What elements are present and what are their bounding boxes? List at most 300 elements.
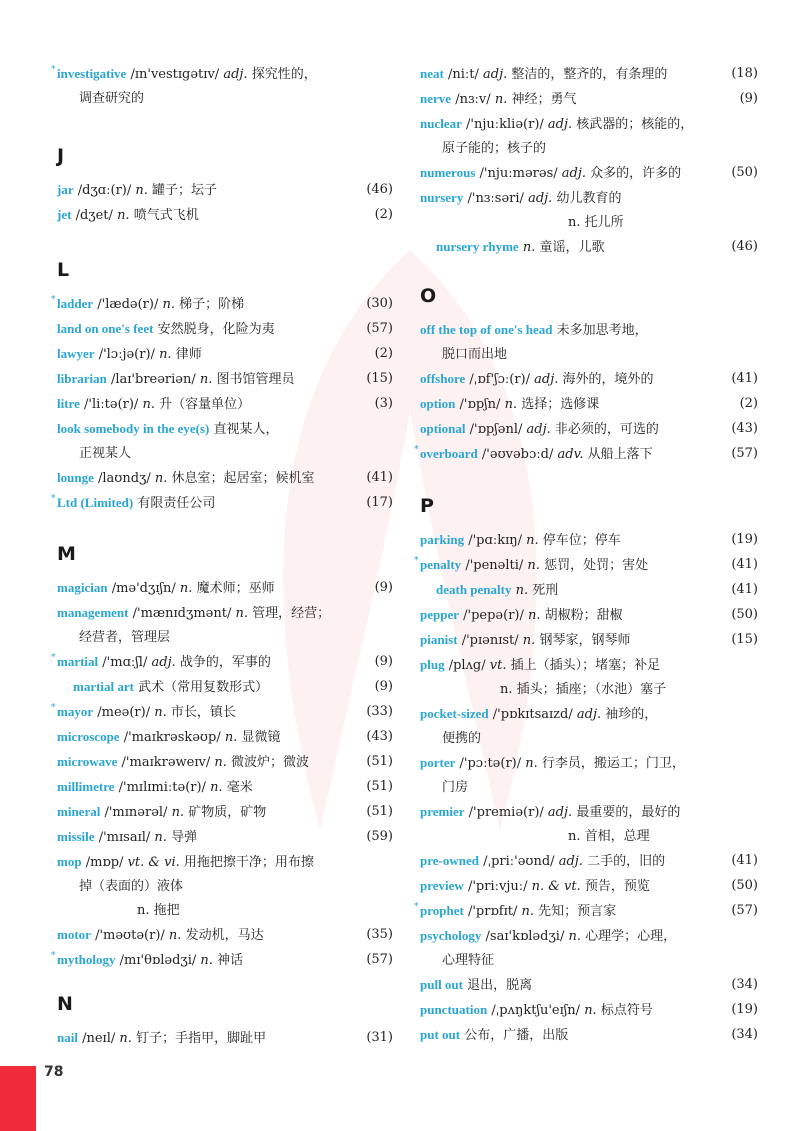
definition: 二手的，旧的 — [587, 854, 666, 869]
part-of-speech: n. — [200, 953, 213, 968]
page-reference: (17) — [366, 495, 393, 510]
part-of-speech: adj. — [558, 854, 583, 869]
part-of-speech: n. — [119, 1031, 132, 1046]
headword: preview — [420, 878, 464, 893]
definition: 停车位；停车 — [542, 533, 621, 548]
definition: 公布，广播，出版 — [464, 1028, 569, 1043]
headword: magician — [57, 580, 108, 595]
glossary-entry — [420, 161, 758, 186]
page-reference: (19) — [731, 532, 758, 547]
definition-continued: 原子能的；核子的 — [442, 141, 547, 156]
page-reference: (3) — [374, 396, 393, 411]
part-of-speech: n. — [168, 928, 182, 943]
page-reference: (46) — [366, 182, 393, 197]
definition: 退出，脱离 — [467, 978, 533, 993]
definition: 袖珍的， — [605, 707, 658, 722]
part-of-speech: adj. — [223, 67, 248, 82]
definition: 钉子；手指甲，脚趾甲 — [136, 1031, 267, 1046]
part-of-speech: n. — [528, 608, 541, 623]
part-of-speech: n. — [210, 780, 223, 795]
part-of-speech: n. — [154, 471, 168, 486]
key-word-marker: * — [414, 556, 419, 566]
glossary-entry — [51, 292, 393, 317]
part-of-speech: adv. — [557, 447, 584, 462]
definition: 从船上落下 — [587, 447, 653, 462]
page-reference: (57) — [731, 446, 758, 461]
headword: option — [420, 396, 456, 411]
headword: nuclear — [420, 116, 462, 131]
page-reference: (31) — [366, 1030, 393, 1045]
part-of-speech: n. — [159, 347, 172, 362]
page-reference: (9) — [374, 580, 393, 595]
headword: lounge — [57, 470, 94, 485]
section-l — [51, 258, 393, 516]
definition: 幼儿教育的 — [556, 191, 622, 206]
part-of-speech: n. — [526, 533, 539, 548]
part-of-speech: n. — [142, 397, 155, 412]
glossary-entry — [420, 874, 758, 899]
section-continued — [51, 62, 393, 111]
definition: 魔术师；巫师 — [196, 581, 275, 596]
glossary-entry — [57, 675, 393, 700]
phonetic: /'premiə(r)/ — [468, 805, 544, 820]
page-reference: (34) — [731, 977, 758, 992]
definition: 战争的，军事的 — [179, 655, 271, 670]
definition: 插上（插头）；堵塞；补足 — [510, 658, 661, 673]
glossary-entry — [420, 62, 758, 87]
definition-continued: 经营者，管理层 — [79, 630, 171, 645]
definition: 童谣，儿歌 — [539, 240, 605, 255]
phonetic: /'liːtə(r)/ — [84, 397, 139, 412]
part-of-speech: n. — [527, 558, 540, 573]
headword: ladder — [57, 296, 94, 311]
definition: 显微镜 — [241, 730, 281, 745]
part-of-speech: n. — [515, 583, 529, 598]
phonetic: /'mɪnərəl/ — [104, 805, 168, 820]
phonetic: /'pɒkɪtsaɪzd/ — [492, 707, 573, 722]
phonetic: /plʌg/ — [448, 658, 486, 673]
section-p — [414, 494, 758, 1048]
phonetic: /ˌpriː'əʊnd/ — [483, 854, 555, 869]
definition-continued: 脱口而出地 — [442, 347, 508, 362]
headword: nail — [57, 1030, 78, 1045]
phonetic: /'mɪsaɪl/ — [98, 830, 151, 845]
part-of-speech: adj. — [151, 655, 176, 670]
headword: land on one's feet — [57, 321, 154, 336]
glossary-entry — [51, 948, 393, 973]
phonetic: /dʒɑː(r)/ — [77, 183, 132, 198]
definition: 矿物质，矿物 — [188, 805, 267, 820]
headword: missile — [57, 829, 95, 844]
page-number: 78 — [44, 1064, 64, 1080]
headword: pull out — [420, 977, 463, 992]
key-word-marker: * — [414, 902, 419, 912]
part-of-speech: n. — [171, 805, 185, 820]
page-reference: (35) — [366, 927, 393, 942]
glossary-entry — [414, 442, 758, 467]
phonetic: /'njuːkliə(r)/ — [466, 117, 544, 132]
part-of-speech: adj. — [547, 117, 573, 132]
headword: microscope — [57, 729, 120, 744]
phonetic: /niːt/ — [447, 67, 479, 82]
phonetic: /'mænɪdʒmənt/ — [132, 606, 232, 621]
glossary-entry — [420, 603, 758, 628]
glossary-entry — [57, 725, 393, 750]
definition: 升（容量单位） — [159, 397, 251, 412]
part-of-speech: n. — [522, 633, 536, 648]
part-of-speech: adj. — [526, 422, 551, 437]
headword: nerve — [420, 91, 452, 106]
headword: investigative — [57, 66, 127, 81]
definition: 发动机，马达 — [185, 928, 264, 943]
page-reference: (15) — [731, 632, 758, 647]
definition: 市长，镇长 — [170, 705, 236, 720]
page-reference: (2) — [374, 207, 393, 222]
headword: nursery rhyme — [436, 239, 519, 254]
glossary-entry — [57, 923, 393, 948]
definition: 管理，经营； — [252, 606, 331, 621]
headword: mythology — [57, 952, 116, 967]
headword: off the top of one's head — [420, 322, 553, 337]
definition: 最重要的，最好的 — [576, 805, 681, 820]
definition: 图书馆管理员 — [216, 372, 295, 387]
page-reference: (33) — [366, 704, 393, 719]
section-n — [57, 992, 393, 1051]
page-reference: (18) — [731, 66, 758, 81]
definition: 神话 — [217, 953, 244, 968]
phonetic: /'nɜːsəri/ — [467, 191, 524, 206]
phonetic: /'maɪkrəweɪv/ — [121, 755, 211, 770]
glossary-entry — [57, 1026, 393, 1051]
glossary-entry — [420, 628, 758, 653]
glossary-entry — [57, 601, 393, 650]
phonetic: /'pɪənɪst/ — [461, 633, 519, 648]
phonetic: /ɪn'vestɪgətɪv/ — [130, 67, 220, 82]
phonetic: /'njuːmərəs/ — [479, 166, 558, 181]
phonetic: /mə'dʒɪʃn/ — [111, 581, 176, 596]
headword: Ltd (Limited) — [57, 495, 134, 510]
headword: millimetre — [57, 779, 115, 794]
definition: 休息室；起居室；候机室 — [171, 471, 315, 486]
glossary-entry — [420, 87, 758, 112]
glossary-entry — [57, 342, 393, 367]
definition: 神经；勇气 — [511, 92, 577, 107]
phonetic: /meə(r)/ — [97, 705, 151, 720]
headword: psychology — [420, 928, 482, 943]
part-of-speech: n. — [135, 183, 148, 198]
headword: mop — [57, 854, 82, 869]
glossary-entry — [57, 800, 393, 825]
headword: prophet — [420, 903, 464, 918]
glossary-entry — [420, 112, 758, 161]
headword: parking — [420, 532, 465, 547]
glossary-entry — [420, 800, 758, 849]
phonetic: /'priːvjuː/ — [467, 879, 528, 894]
definition: 用拖把擦干净；用布擦 — [183, 855, 314, 870]
headword: offshore — [420, 371, 466, 386]
definition: 罐子；坛子 — [152, 183, 218, 198]
page-reference: (51) — [366, 754, 393, 769]
phonetic: /ˌɒf'ʃɔː(r)/ — [469, 372, 530, 387]
page-reference: (41) — [731, 557, 758, 572]
section-heading: J — [57, 145, 65, 167]
section-heading: P — [420, 495, 434, 517]
key-word-marker: * — [51, 295, 56, 305]
headword: lawyer — [57, 346, 95, 361]
page-reference: (57) — [366, 952, 393, 967]
definition: 安然脱身，化险为夷 — [157, 322, 275, 337]
phonetic: /nɜːv/ — [455, 92, 491, 107]
definition: 喷气式飞机 — [133, 208, 199, 223]
headword: optional — [420, 421, 466, 436]
definition: 律师 — [175, 347, 202, 362]
headword: jar — [57, 182, 74, 197]
page-reference: (41) — [731, 582, 758, 597]
glossary-entry — [57, 576, 393, 601]
page-reference: (19) — [731, 1002, 758, 1017]
part-of-speech: n. — [521, 904, 535, 919]
phonetic: /neɪl/ — [82, 1031, 116, 1046]
key-word-marker: * — [51, 494, 56, 504]
part-of-speech: n. — [504, 397, 518, 412]
page-reference: (43) — [366, 729, 393, 744]
part-of-speech: n. — [584, 1003, 597, 1018]
definition: 毫米 — [226, 780, 253, 795]
headword: overboard — [420, 446, 478, 461]
headword: penalty — [420, 557, 462, 572]
page-reference: (30) — [366, 296, 393, 311]
phonetic: /'maɪkrəskəʊp/ — [123, 730, 221, 745]
glossary-entry — [420, 653, 758, 702]
definition-continued: n. 插头；插座；（水池）塞子 — [500, 682, 667, 697]
glossary-entry — [414, 553, 758, 578]
section-m — [51, 542, 393, 973]
phonetic: /'penəlti/ — [465, 558, 524, 573]
headword: mineral — [57, 804, 101, 819]
headword: put out — [420, 1027, 461, 1042]
glossary-entry — [57, 203, 393, 228]
phonetic: /'əʊvəbɔːd/ — [481, 447, 554, 462]
definition: 先知；预言家 — [538, 904, 617, 919]
phonetic: /'ɒpʃn/ — [459, 397, 501, 412]
glossary-entry — [57, 417, 393, 466]
page-corner-tab — [0, 1066, 36, 1131]
definition: 未多加思考地， — [556, 323, 648, 338]
headword: pianist — [420, 632, 458, 647]
part-of-speech: adj. — [528, 191, 553, 206]
key-word-marker: * — [51, 653, 56, 663]
part-of-speech: n. — [154, 830, 167, 845]
glossary-entry — [420, 998, 758, 1023]
phonetic: /'ɒpʃənl/ — [469, 422, 523, 437]
definition-continued: n. 拖把 — [137, 903, 180, 918]
part-of-speech: n. — [214, 755, 227, 770]
headword: microwave — [57, 754, 118, 769]
glossary-entry — [420, 417, 758, 442]
headword: plug — [420, 657, 445, 672]
definition: 武术（常用复数形式） — [138, 680, 269, 695]
page-reference: (51) — [366, 804, 393, 819]
page-reference: (57) — [731, 903, 758, 918]
glossary-entry — [57, 825, 393, 850]
definition-continued: 调查研究的 — [79, 91, 145, 106]
part-of-speech: vt. — [489, 658, 507, 673]
headword: neat — [420, 66, 444, 81]
definition-continued: 门房 — [442, 780, 469, 795]
headword: litre — [57, 396, 80, 411]
part-of-speech: n. — [162, 297, 176, 312]
headword: martial art — [73, 679, 135, 694]
glossary-entry — [57, 850, 393, 923]
page-reference: (15) — [366, 371, 393, 386]
part-of-speech: vt. & vi. — [127, 855, 180, 870]
glossary-entry — [420, 973, 758, 998]
part-of-speech: n. — [494, 92, 508, 107]
key-word-marker: * — [51, 703, 56, 713]
page-reference: (50) — [731, 607, 758, 622]
headword: mayor — [57, 704, 94, 719]
glossary-entry — [51, 700, 393, 725]
key-word-marker: * — [51, 951, 56, 961]
headword: look somebody in the eye(s) — [57, 421, 210, 436]
headword: pre-owned — [420, 853, 479, 868]
definition: 直视某人， — [213, 422, 279, 437]
part-of-speech: adj. — [576, 707, 602, 722]
definition-continued: 心理特征 — [442, 953, 495, 968]
phonetic: /laɪ'breəriən/ — [110, 372, 196, 387]
phonetic: /'pɔːtə(r)/ — [459, 756, 522, 771]
part-of-speech: n. — [224, 730, 238, 745]
glossary-entry — [414, 899, 758, 924]
page-reference: (34) — [731, 1027, 758, 1042]
glossary-entry — [57, 178, 393, 203]
page-reference: (46) — [731, 239, 758, 254]
phonetic: /'mɪlɪmiːtə(r)/ — [118, 780, 206, 795]
headword: pepper — [420, 607, 459, 622]
definition: 心理学；心理， — [585, 929, 677, 944]
definition: 选择；选修课 — [521, 397, 600, 412]
key-word-marker: * — [414, 445, 419, 455]
glossary-entry — [51, 650, 393, 675]
glossary-entry — [57, 367, 393, 392]
part-of-speech: n. — [117, 208, 130, 223]
part-of-speech: n. — [235, 606, 248, 621]
headword: martial — [57, 654, 99, 669]
key-word-marker: * — [51, 65, 56, 75]
definition: 行李员，搬运工；门卫， — [541, 756, 685, 771]
page-reference: (51) — [366, 779, 393, 794]
section-heading: O — [420, 285, 437, 307]
glossary-entry — [420, 578, 758, 603]
phonetic: /laʊndʒ/ — [97, 471, 151, 486]
phonetic: /saɪ'kɒlədʒi/ — [485, 929, 565, 944]
glossary-entry — [420, 367, 758, 392]
part-of-speech: n. — [525, 756, 538, 771]
section-heading: L — [57, 259, 70, 281]
glossary-entry — [420, 751, 758, 800]
definition: 预告，预览 — [584, 879, 650, 894]
page-reference: (9) — [374, 654, 393, 669]
definition: 导弹 — [171, 830, 198, 845]
page-reference: (41) — [731, 371, 758, 386]
part-of-speech: adj. — [561, 166, 587, 181]
part-of-speech: n. — [179, 581, 193, 596]
definition-continued: n. 托儿所 — [568, 215, 624, 230]
section-j — [57, 144, 393, 228]
definition-continued: n. 首相，总理 — [568, 829, 650, 844]
part-of-speech: n. — [568, 929, 581, 944]
glossary-entry — [420, 1023, 758, 1048]
definition-continued: 便携的 — [442, 731, 482, 746]
definition-continued: 正视某人 — [79, 446, 132, 461]
phonetic: /'lædə(r)/ — [97, 297, 159, 312]
glossary-entry — [420, 702, 758, 751]
headword: jet — [57, 207, 72, 222]
definition: 死刑 — [532, 583, 559, 598]
part-of-speech: n. — [199, 372, 213, 387]
page-reference: (9) — [739, 91, 758, 106]
glossary-entry — [57, 775, 393, 800]
phonetic: /'pɑːkɪŋ/ — [468, 533, 522, 548]
headword: death penalty — [436, 582, 512, 597]
section-o — [414, 284, 758, 467]
glossary-entry — [51, 491, 393, 516]
headword: librarian — [57, 371, 107, 386]
glossary-entry — [420, 318, 758, 367]
phonetic: /mɪ'θɒlədʒi/ — [119, 953, 197, 968]
definition: 胡椒粉；甜椒 — [544, 608, 623, 623]
headword: motor — [57, 927, 91, 942]
glossary-entry — [420, 528, 758, 553]
page-reference: (43) — [731, 421, 758, 436]
section-heading: M — [57, 543, 76, 565]
definition: 标点符号 — [600, 1003, 653, 1018]
section-continued — [420, 62, 758, 260]
headword: management — [57, 605, 129, 620]
part-of-speech: adj. — [547, 805, 573, 820]
phonetic: /'lɔːjə(r)/ — [98, 347, 155, 362]
definition: 微波炉；微波 — [231, 755, 310, 770]
definition: 非必须的，可选的 — [554, 422, 659, 437]
part-of-speech: n. — [154, 705, 167, 720]
page-reference: (2) — [739, 396, 758, 411]
definition-continued: 掉（表面的）液体 — [79, 879, 184, 894]
glossary-entry — [420, 849, 758, 874]
definition: 海外的，境外的 — [562, 372, 654, 387]
glossary-entry — [57, 750, 393, 775]
page-reference: (41) — [731, 853, 758, 868]
definition: 钢琴家，钢琴师 — [539, 633, 631, 648]
headword: nursery — [420, 190, 464, 205]
phonetic: /'mɑːʃl/ — [102, 655, 148, 670]
definition: 梯子；阶梯 — [179, 297, 245, 312]
phonetic: /'prɒfɪt/ — [467, 904, 518, 919]
part-of-speech: n. & vt. — [531, 879, 581, 894]
phonetic: /dʒet/ — [75, 208, 113, 223]
glossary-entry — [420, 392, 758, 417]
part-of-speech: adj. — [483, 67, 508, 82]
phonetic: /mɒp/ — [85, 855, 124, 870]
page-reference: (50) — [731, 878, 758, 893]
phonetic: /'pepə(r)/ — [463, 608, 524, 623]
headword: premier — [420, 804, 465, 819]
glossary-entry — [51, 62, 393, 111]
phonetic: /'məʊtə(r)/ — [95, 928, 165, 943]
headword: punctuation — [420, 1002, 488, 1017]
page-reference: (50) — [731, 165, 758, 180]
page-reference: (41) — [366, 470, 393, 485]
glossary-entry — [420, 235, 758, 260]
